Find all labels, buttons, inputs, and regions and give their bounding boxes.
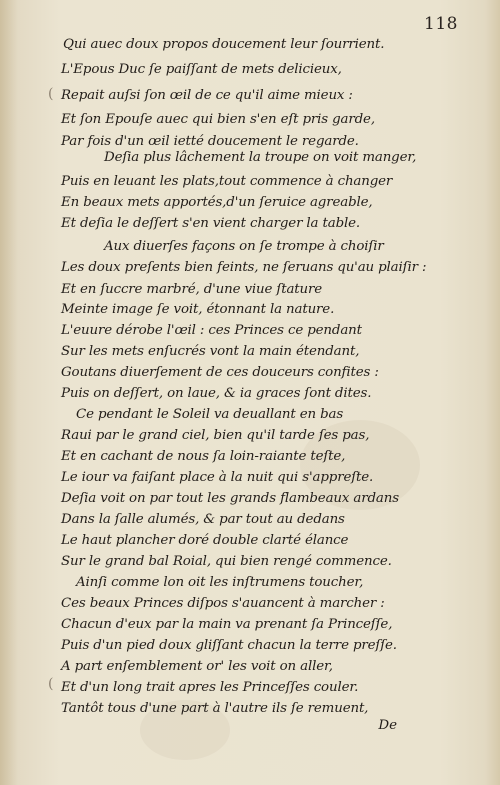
verse-line: Ainſi comme lon oit les inſtrumens toucher, xyxy=(76,575,364,590)
verse-line: Et deſia le deſſert s'en vient charger la table. xyxy=(61,216,360,231)
verse-line: Sur le grand bal Roial, qui bien rengé commence. xyxy=(61,554,392,569)
verse-line: Les doux preſents bien feints, ne ſeruans qu'au plaiſir : xyxy=(61,260,427,275)
verse-line: Et en ſuccre marbré, d'une viue ſtature xyxy=(61,282,323,297)
verse-line: Qui auec doux propos doucement leur ſourrient. xyxy=(63,37,385,52)
verse-line: Puis en leuant les plats,tout commence à changer xyxy=(61,174,393,189)
verse-line: Sur les mets enſucrés vont la main étendant, xyxy=(61,344,360,359)
verse-line: Le haut plancher doré double clarté élance xyxy=(61,533,349,548)
verse-line: L'euure dérobe l'œil : ces Princes ce pendant xyxy=(61,323,362,338)
verse-line: Et ſon Epouſe auec qui bien s'en eſt pris garde, xyxy=(61,112,375,127)
verse-line: A part enſemblement or' les voit on aller, xyxy=(61,659,333,674)
verse-line: Ces beaux Princes diſpos s'auancent à marcher : xyxy=(61,596,385,611)
catchword: De xyxy=(378,718,397,733)
verse-line: Deſia plus lâchement la troupe on voit manger, xyxy=(104,150,417,165)
verse-line: Deſia voit on par tout les grands flambeaux ardans xyxy=(61,491,399,506)
page-number: 118 xyxy=(424,14,458,34)
verse-line: Meinte image ſe voit, étonnant la nature. xyxy=(61,302,335,317)
verse-line: Puis on deſſert, on laue, & ia graces ſont dites. xyxy=(61,386,372,401)
verse-line: Et en cachant de nous ſa loin-raiante teſte, xyxy=(61,449,346,464)
verse-line: Dans la ſalle alumés, & par tout au dedans xyxy=(61,512,345,527)
verse-line: Raui par le grand ciel, bien qu'il tarde ſes pas, xyxy=(61,428,370,443)
verse-line: Tantôt tous d'une part à l'autre ils ſe remuent, xyxy=(61,701,369,716)
verse-line: L'Epous Duc ſe paiſſant de mets delicieux, xyxy=(61,62,342,77)
verse-line: En beaux mets apportés,d'un ſeruice agreable, xyxy=(61,195,373,210)
verse-line: Chacun d'eux par la main va prenant ſa Princeſſe, xyxy=(61,617,393,632)
verse-line: Goutans diuerſement de ces douceurs confites : xyxy=(61,365,379,380)
verse-line: Aux diuerſes façons on ſe trompe à choiſir xyxy=(104,239,384,254)
verse-line: Par fois d'un œil ietté doucement le regarde. xyxy=(61,134,359,149)
verse-line: Repait auſsi ſon œil de ce qu'il aime mieux : xyxy=(61,88,353,103)
verse-line: Et d'un long trait apres les Princeſſes couler. xyxy=(61,680,359,695)
verse-line: Le iour va faiſant place à la nuit qui s'appreſte. xyxy=(61,470,374,485)
margin-bracket-mark: ( xyxy=(48,86,54,102)
margin-bracket-mark: ( xyxy=(48,676,54,692)
verse-line: Ce pendant le Soleil va deuallant en bas xyxy=(76,407,344,422)
verse-line: Puis d'un pied doux gliſſant chacun la terre preſſe. xyxy=(61,638,397,653)
